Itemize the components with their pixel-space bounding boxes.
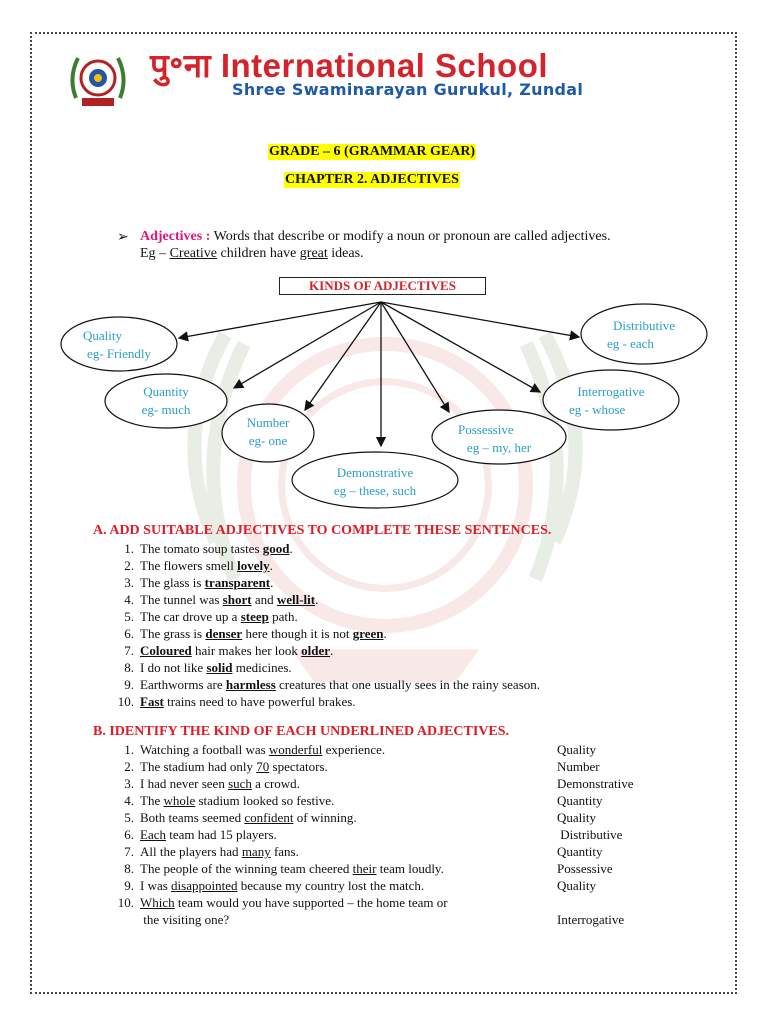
section-b-item-number: 9. xyxy=(124,878,134,893)
section-b-text: stadium looked so festive. xyxy=(195,793,335,808)
section-b-text: a crowd. xyxy=(251,776,300,791)
section-b-underlined-adjective: 70 xyxy=(256,759,270,774)
kind-distributive-name: Distributive xyxy=(612,318,676,333)
section-a-text: here though it is not xyxy=(242,626,353,641)
section-b-item-number: 7. xyxy=(124,844,134,859)
section-a-answer: Fast xyxy=(140,694,164,709)
definition-text: Words that describe or modify a noun or pronoun are called adjectives. xyxy=(210,229,611,244)
eg-word-great: great xyxy=(299,246,328,261)
section-b-answer: Quality xyxy=(557,742,596,757)
section-a-text: I do not like xyxy=(140,660,207,675)
section-a-text: . xyxy=(315,592,319,607)
kind-distributive-eg: eg - each xyxy=(607,336,654,351)
section-b-item xyxy=(140,759,328,775)
section-a-item-number: 9. xyxy=(124,677,134,692)
section-a-text: trains need to have powerful brakes. xyxy=(163,694,356,709)
section-a-text: creatures that one usually sees in the rainy season. xyxy=(275,677,541,692)
section-b-item-number: 10. xyxy=(117,895,134,910)
section-b-answer: Quantity xyxy=(557,844,603,859)
section-b-text: team loudly. xyxy=(376,861,444,876)
section-b-item-number: 4. xyxy=(124,793,134,808)
arrow-number xyxy=(305,302,381,410)
kind-possessive-eg: eg – my, her xyxy=(466,440,532,455)
section-a-text: . xyxy=(270,575,274,590)
section-a-item xyxy=(140,694,356,710)
section-a-answer: older xyxy=(301,643,331,658)
section-b-answer: Quality xyxy=(557,810,596,825)
section-b-text: All the players had xyxy=(140,844,242,859)
definition-term: Adjectives : xyxy=(140,229,211,244)
section-a-text: The flowers smell xyxy=(140,558,238,573)
section-a-item-number: 10. xyxy=(117,694,134,709)
section-b-answer: Demonstrative xyxy=(557,776,634,791)
kind-quantity xyxy=(105,383,227,419)
kind-demonstrative-eg: eg – these, such xyxy=(333,483,417,498)
section-b-item xyxy=(140,827,277,843)
section-b-underlined-adjective: whole xyxy=(163,793,196,808)
section-b-item xyxy=(140,844,299,860)
section-b-heading: B. IDENTIFY THE KIND OF EACH UNDERLINED ADJECTIVES. xyxy=(93,724,510,739)
section-b-underlined-adjective: disappointed xyxy=(171,878,238,893)
section-a-item xyxy=(140,660,292,676)
section-a-text: The tomato soup tastes xyxy=(140,541,263,556)
section-a-text: The car drove up a xyxy=(140,609,241,624)
section-b-text: team would you have supported – the home team or xyxy=(174,895,448,910)
section-a-item xyxy=(140,558,273,574)
kind-number-name: Number xyxy=(246,415,290,430)
school-tagline: Shree Swaminarayan Gurukul, Zundal xyxy=(232,80,584,99)
section-b-item-number: 6. xyxy=(124,827,134,842)
section-b-underlined-adjective: their xyxy=(352,861,377,876)
section-b-text: I had never seen xyxy=(140,776,229,791)
section-b-underlined-adjective: wonderful xyxy=(268,742,323,757)
section-a-item xyxy=(140,592,318,608)
section-b-text: The xyxy=(140,793,164,808)
section-b-text: of winning. xyxy=(293,810,357,825)
kind-quantity-eg: eg- much xyxy=(141,402,191,417)
section-a-answer: lovely xyxy=(237,558,270,573)
kind-quality-eg: eg- Friendly xyxy=(87,346,151,361)
section-b-item xyxy=(140,895,448,911)
section-b-item-number: 3. xyxy=(124,776,134,791)
eg-word-creative: Creative xyxy=(169,246,217,261)
section-a-text: path. xyxy=(268,609,298,624)
section-b-item xyxy=(140,861,444,877)
section-a-item-number: 2. xyxy=(124,558,134,573)
eg-prefix: Eg – xyxy=(140,246,170,261)
section-a-item-number: 3. xyxy=(124,575,134,590)
section-b-answer: Number xyxy=(557,759,600,774)
section-b-item-number: 2. xyxy=(124,759,134,774)
section-b-text: spectators. xyxy=(269,759,328,774)
kind-demonstrative xyxy=(292,464,458,500)
section-b-answer: Quantity xyxy=(557,793,603,808)
section-a-item-number: 5. xyxy=(124,609,134,624)
section-a-item-number: 6. xyxy=(124,626,134,641)
section-b-answer: Interrogative xyxy=(557,912,625,927)
section-b-text: The people of the winning team cheered xyxy=(140,861,353,876)
section-a-item-number: 7. xyxy=(124,643,134,658)
section-b-answer: Possessive xyxy=(557,861,613,876)
section-b-text: Both teams seemed xyxy=(140,810,245,825)
grade-title: GRADE – 6 (GRAMMAR GEAR) xyxy=(269,144,476,159)
kind-quality xyxy=(61,327,177,363)
section-b-item xyxy=(140,742,385,758)
section-b-underlined-adjective: Which xyxy=(140,895,175,910)
section-b-underlined-adjective: confident xyxy=(244,810,294,825)
eg-middle: children have xyxy=(216,246,300,261)
section-a-text: The glass is xyxy=(140,575,205,590)
section-a-item xyxy=(140,677,540,693)
section-b-item-number: 8. xyxy=(124,861,134,876)
section-a-item xyxy=(140,575,273,591)
section-b-underlined-adjective: such xyxy=(228,776,252,791)
section-b-item xyxy=(140,776,300,792)
section-b-text: team had 15 players. xyxy=(165,827,277,842)
section-a-answer: solid xyxy=(206,660,233,675)
section-b-item-continuation: the visiting one? xyxy=(140,912,230,927)
section-a-text: . xyxy=(330,643,334,658)
kind-possessive-name: Possessive xyxy=(458,422,514,437)
section-a-item xyxy=(140,643,333,659)
section-a-text: Earthworms are xyxy=(140,677,226,692)
section-b-text: because my country lost the match. xyxy=(237,878,425,893)
kind-possessive xyxy=(432,421,566,457)
chapter-title: CHAPTER 2. ADJECTIVES xyxy=(285,172,459,187)
section-a-answer: Coloured xyxy=(140,643,192,658)
section-b-item-number: 1. xyxy=(124,742,134,757)
section-a-answer: harmless xyxy=(225,677,276,692)
section-b-underlined-adjective: many xyxy=(241,844,271,859)
bullet-arrow-icon: ➢ xyxy=(117,230,129,245)
section-a-answer: transparent xyxy=(204,575,271,590)
section-b-underlined-adjective: Each xyxy=(140,827,166,842)
section-a-item-number: 8. xyxy=(124,660,134,675)
section-b-item xyxy=(140,793,334,809)
kind-demonstrative-name: Demonstrative xyxy=(336,465,414,480)
section-b-item-number: 5. xyxy=(124,810,134,825)
section-a-text: . xyxy=(289,541,293,556)
kind-quality-name: Quality xyxy=(83,328,122,343)
arrow-possessive xyxy=(381,302,449,412)
school-name: पु॰ना International School xyxy=(150,47,549,84)
eg-suffix: ideas. xyxy=(327,246,364,261)
section-b-text: experience. xyxy=(322,742,386,757)
section-a-item-number: 1. xyxy=(124,541,134,556)
kind-interrogative xyxy=(543,383,679,419)
section-a-answer: steep xyxy=(240,609,269,624)
section-b-text: Watching a football was xyxy=(140,742,269,757)
section-b-answer: Quality xyxy=(557,878,596,893)
kind-number-eg: eg- one xyxy=(248,433,288,448)
section-a-item xyxy=(140,609,298,625)
kind-interrogative-name: Interrogative xyxy=(577,384,645,399)
section-a-text: and xyxy=(251,592,277,607)
section-a-text: medicines. xyxy=(232,660,292,675)
section-a-answer: good xyxy=(262,541,290,556)
section-a-item xyxy=(140,541,293,557)
kind-quantity-name: Quantity xyxy=(143,384,189,399)
section-a-text: . xyxy=(383,626,387,641)
section-a-item-number: 4. xyxy=(124,592,134,607)
section-a-answer: short xyxy=(222,592,252,607)
kinds-heading: KINDS OF ADJECTIVES xyxy=(279,277,486,295)
section-a-heading: A. ADD SUITABLE ADJECTIVES TO COMPLETE THESE SENTENCES. xyxy=(93,523,552,538)
kind-interrogative-eg: eg - whose xyxy=(569,402,626,417)
section-b-item xyxy=(140,878,424,894)
section-b-text: I was xyxy=(140,878,172,893)
section-a-text: . xyxy=(269,558,273,573)
section-b-answer: Distributive xyxy=(557,827,623,842)
section-b-text: fans. xyxy=(270,844,299,859)
section-b-item xyxy=(140,810,357,826)
section-a-answer: green xyxy=(352,626,384,641)
section-a-item xyxy=(140,626,387,642)
section-a-text: The grass is xyxy=(140,626,206,641)
kind-distributive xyxy=(581,317,707,353)
section-a-text: The tunnel was xyxy=(140,592,223,607)
section-a-text: hair makes her look xyxy=(191,643,302,658)
kind-number xyxy=(222,414,314,450)
section-a-answer: well-lit xyxy=(276,592,316,607)
section-b-text: The stadium had only xyxy=(140,759,257,774)
section-a-answer: denser xyxy=(205,626,243,641)
